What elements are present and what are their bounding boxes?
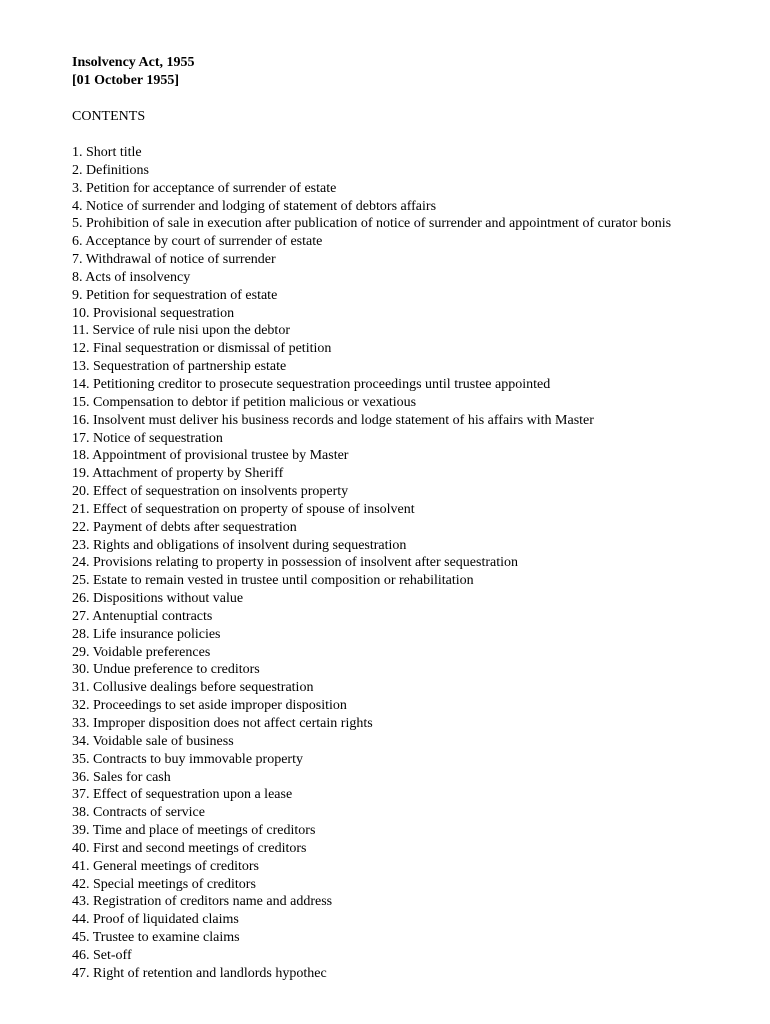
toc-item: 12. Final sequestration or dismissal of petition: [72, 341, 332, 357]
toc-item: 6. Acceptance by court of surrender of estate: [72, 234, 323, 250]
toc-item: 9. Petition for sequestration of estate: [72, 287, 278, 303]
toc-item: 35. Contracts to buy immovable property: [72, 751, 303, 767]
toc-item: 14. Petitioning creditor to prosecute sequestration proceedings until trustee appointed: [72, 376, 551, 392]
toc-item: 45. Trustee to examine claims: [72, 930, 240, 946]
toc-item: 8. Acts of insolvency: [72, 269, 191, 285]
toc-item: 19. Attachment of property by Sheriff: [72, 466, 284, 482]
toc-item: 32. Proceedings to set aside improper disposition: [72, 698, 347, 714]
document-title: Insolvency Act, 1955: [72, 55, 195, 70]
toc-item: 25. Estate to remain vested in trustee until composition or rehabilitation: [72, 573, 474, 589]
toc-item: 18. Appointment of provisional trustee by Master: [72, 448, 349, 464]
toc-item: 28. Life insurance policies: [72, 626, 221, 642]
toc-item: 33. Improper disposition does not affect certain rights: [72, 716, 373, 731]
toc-item: 40. First and second meetings of creditors: [72, 840, 307, 856]
toc-item: 37. Effect of sequestration upon a lease: [72, 787, 293, 803]
document-page: [72, 54, 752, 983]
toc-item: 47. Right of retention and landlords hypothec: [72, 965, 327, 981]
toc-item: 4. Notice of surrender and lodging of statement of debtors affairs: [72, 198, 437, 214]
toc-item: 26. Dispositions without value: [72, 591, 244, 607]
toc-item: 21. Effect of sequestration on property of spouse of insolvent: [72, 501, 415, 517]
contents-heading: CONTENTS: [72, 109, 146, 124]
toc-item: 46. Set-off: [72, 947, 132, 963]
toc-item: 30. Undue preference to creditors: [72, 662, 260, 678]
toc-item: 42. Special meetings of creditors: [72, 876, 256, 892]
toc-item: 2. Definitions: [72, 162, 149, 178]
toc-item: 22. Payment of debts after sequestration: [72, 519, 297, 535]
toc-item: 5. Prohibition of sale in execution after publication of notice of surrender and appointment of curator bonis: [72, 216, 672, 232]
toc-item: 10. Provisional sequestration: [72, 305, 235, 321]
table-of-contents: [72, 144, 752, 983]
toc-item: 27. Antenuptial contracts: [72, 608, 213, 624]
toc-item: 3. Petition for acceptance of surrender of estate: [72, 180, 337, 196]
toc-item: 44. Proof of liquidated claims: [72, 912, 239, 928]
toc-item: 1. Short title: [72, 145, 142, 160]
toc-item: 24. Provisions relating to property in possession of insolvent after sequestration: [72, 555, 518, 571]
toc-item: 16. Insolvent must deliver his business records and lodge statement of his affairs with Master: [72, 412, 594, 428]
toc-item: 43. Registration of creditors name and address: [72, 894, 333, 910]
toc-item: 7. Withdrawal of notice of surrender: [72, 252, 276, 268]
toc-item: 23. Rights and obligations of insolvent during sequestration: [72, 537, 407, 553]
toc-item: 13. Sequestration of partnership estate: [72, 359, 287, 375]
toc-item: 31. Collusive dealings before sequestration: [72, 680, 314, 696]
document-date: [01 October 1955]: [72, 73, 180, 88]
toc-item: 17. Notice of sequestration: [72, 430, 223, 446]
toc-item: 41. General meetings of creditors: [72, 858, 259, 874]
toc-item: 11. Service of rule nisi upon the debtor: [72, 323, 290, 339]
toc-item: 15. Compensation to debtor if petition malicious or vexatious: [72, 394, 417, 410]
toc-item: 36. Sales for cash: [72, 769, 171, 785]
toc-item: 29. Voidable preferences: [72, 644, 211, 660]
toc-item: 20. Effect of sequestration on insolvents property: [72, 484, 349, 500]
toc-item: 34. Voidable sale of business: [72, 733, 234, 749]
toc-item: 38. Contracts of service: [72, 805, 205, 821]
toc-item: 39. Time and place of meetings of creditors: [72, 823, 316, 839]
